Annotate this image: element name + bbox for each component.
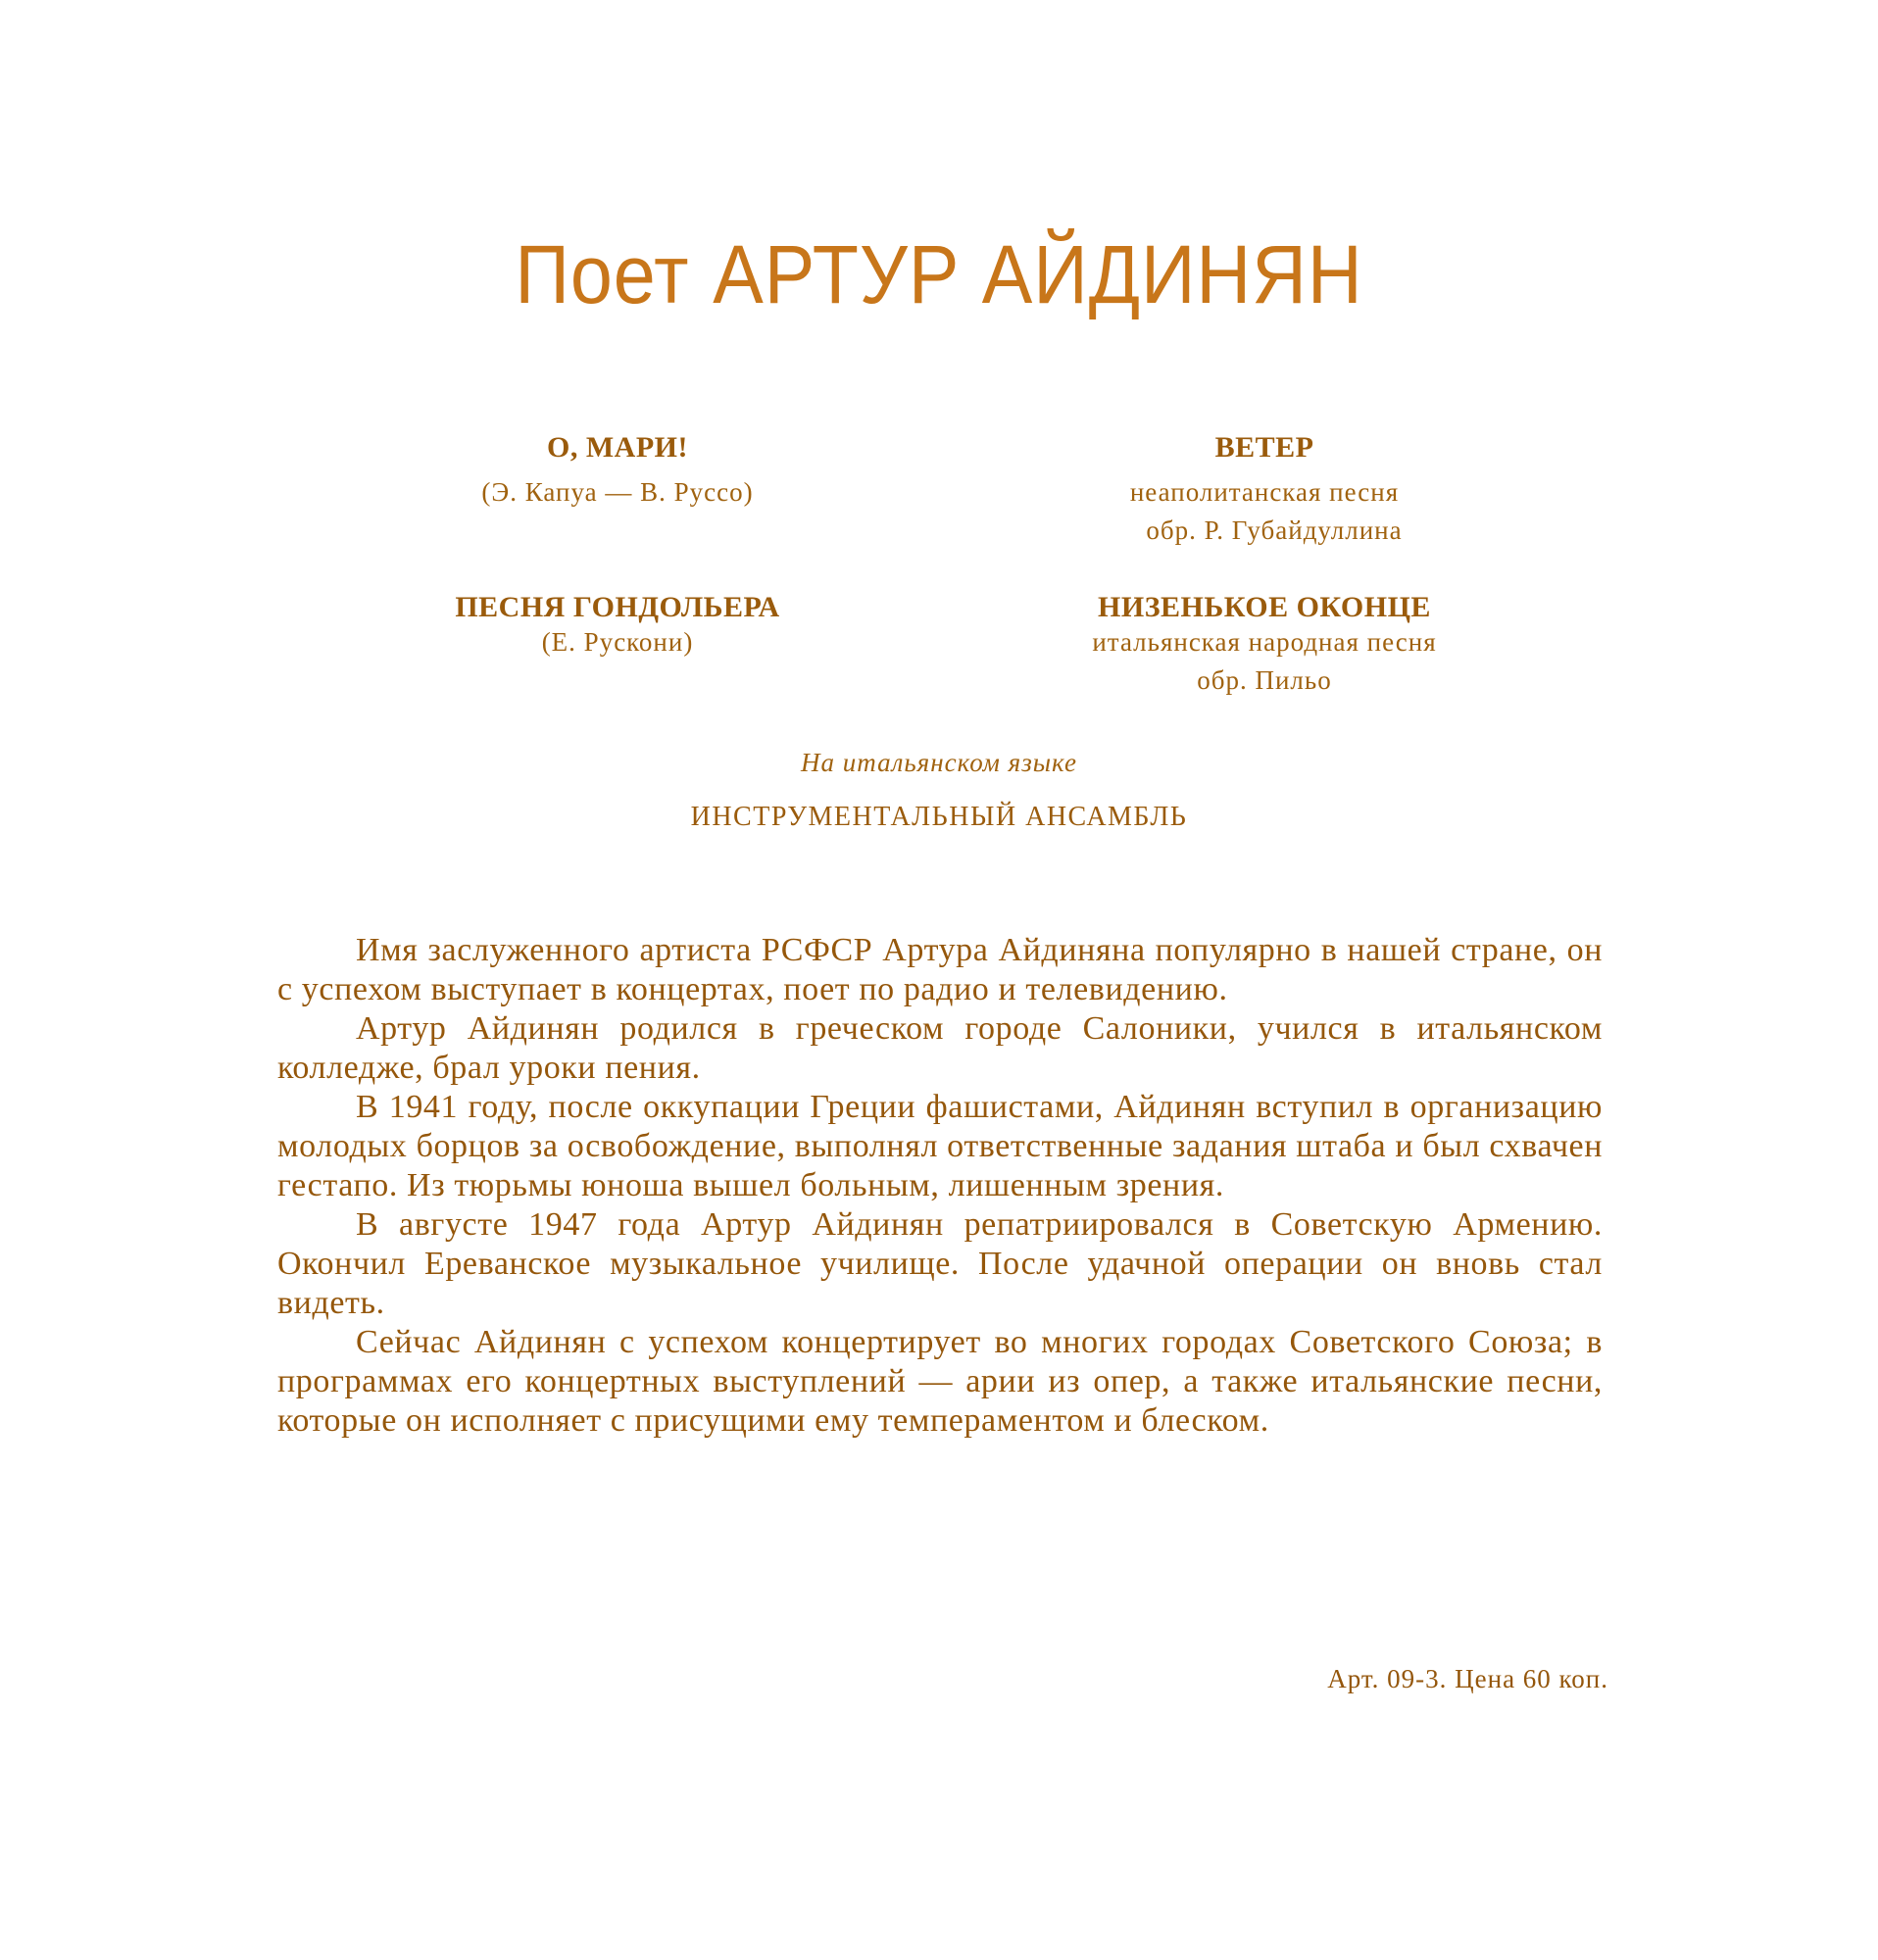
song-nizenkoe-okontse bbox=[1039, 591, 1490, 700]
biography-paragraph: Сейчас Айдинян с успехом концертирует во многих городах Советского Союза; в программах его концертных выступлений — арии из опер, а также итальянские песни, которые он исполняет с присущими ему темпераментом и блеском. bbox=[277, 1324, 1603, 1439]
song-o-mari bbox=[431, 431, 804, 512]
song-title: ПЕСНЯ ГОНДОЛЬЕРА bbox=[455, 591, 780, 623]
biography-paragraph: Артур Айдинян родился в греческом городе Салоники, учился в итальянском колледже, брал уроки пения. bbox=[277, 1010, 1603, 1086]
song-gondolier bbox=[431, 591, 804, 662]
language-note: На итальянском языке bbox=[801, 748, 1077, 777]
page-title bbox=[75, 228, 1804, 320]
artist-name: АРТУР АЙДИНЯН bbox=[713, 228, 1363, 320]
song-credit: неаполитанская песня bbox=[1129, 477, 1400, 507]
song-credit: (Э. Капуа — В. Руссо) bbox=[481, 477, 754, 507]
song-veter bbox=[1039, 431, 1490, 550]
song-arranger: обр. Р. Губайдуллина bbox=[1146, 515, 1403, 545]
ensemble-credit: ИНСТРУМЕНТАЛЬНЫЙ АНСАМБЛЬ bbox=[690, 802, 1188, 832]
biography bbox=[277, 931, 1603, 1441]
title-prefix: Поет bbox=[515, 228, 690, 320]
biography-paragraph: Имя заслуженного артиста РСФСР Артура Айдиняна популярно в нашей стране, он с успехом выступает в концертах, поет по радио и телевидению. bbox=[277, 932, 1603, 1007]
song-title: ВЕТЕР bbox=[1214, 431, 1314, 464]
song-arranger: обр. Пильо bbox=[1197, 665, 1332, 695]
song-credit: итальянская народная песня bbox=[1092, 627, 1437, 657]
song-title: НИЗЕНЬКОЕ ОКОНЦЕ bbox=[1098, 591, 1431, 623]
catalog-price: Арт. 09-3. Цена 60 коп. bbox=[1327, 1664, 1608, 1693]
song-credit: (Е. Рускони) bbox=[541, 627, 694, 657]
song-title: О, МАРИ! bbox=[547, 431, 688, 464]
biography-paragraph: В 1941 году, после оккупации Греции фашистами, Айдинян вступил в организацию молодых борцов за освобождение, выполнял ответственные задания штаба и был схвачен гестапо. Из тюрьмы юноша вышел больным, лишенным зрения. bbox=[277, 1089, 1603, 1203]
biography-paragraph: В августе 1947 года Артур Айдинян репатриировался в Советскую Армению. Окончил Ереванское музыкальное училище. После удачной операции он вновь стал видеть. bbox=[277, 1206, 1603, 1321]
